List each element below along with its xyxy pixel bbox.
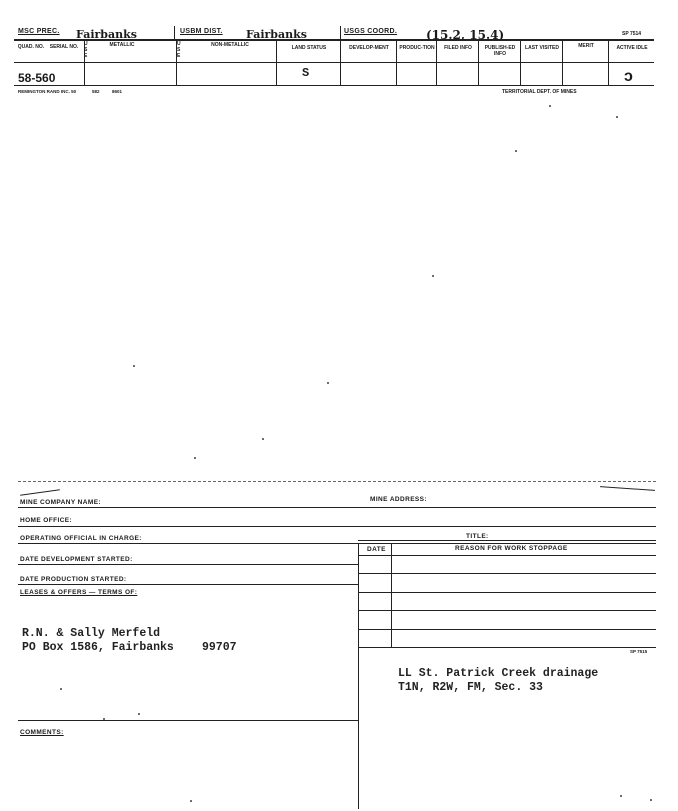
col-quad-no: QUAD. NO. xyxy=(17,44,45,50)
msc-prec-label: MSC PREC. xyxy=(18,28,60,35)
printer-code-1: 582 xyxy=(92,89,100,94)
col-use-1: U S E xyxy=(84,41,88,59)
owner-name: R.N. & Sally Merfeld xyxy=(22,627,161,640)
usbm-dist-label: USBM DIST. xyxy=(180,28,223,35)
location-line-2: T1N, R2W, FM, Sec. 33 xyxy=(398,681,543,694)
operating-official-label: OPERATING OFFICIAL IN CHARGE: xyxy=(20,535,142,542)
col-published-info: PUBLISH-ED INFO xyxy=(484,45,516,57)
printer-code-2: 8601 xyxy=(112,89,123,94)
header-card xyxy=(14,26,654,86)
row-active-idle-mark: ↄ xyxy=(624,68,633,85)
form-code-top: SP 7514 xyxy=(622,31,642,37)
title-label: TITLE: xyxy=(466,533,489,540)
col-land-status: LAND STATUS xyxy=(291,45,327,51)
printer-imprint: REMINGTON RAND INC. 50 xyxy=(18,89,77,94)
date-development-label: DATE DEVELOPMENT STARTED: xyxy=(20,556,133,563)
col-development: DEVELOP-MENT xyxy=(349,45,389,51)
comments-label: COMMENTS: xyxy=(20,729,64,736)
home-office-label: HOME OFFICE: xyxy=(20,517,73,524)
col-merit: MERIT xyxy=(578,43,594,49)
mine-company-name-label: MINE COMPANY NAME: xyxy=(20,499,101,506)
owner-address: PO Box 1586, Fairbanks xyxy=(22,641,174,654)
row-quad-serial: 58-560 xyxy=(18,71,56,85)
usbm-dist-value: Fairbanks xyxy=(246,28,307,41)
date-production-label: DATE PRODUCTION STARTED: xyxy=(20,576,127,583)
owner-zip: 99707 xyxy=(202,641,237,654)
col-last-visited: LAST VISITED xyxy=(525,45,559,51)
col-use-2: U S E xyxy=(177,41,181,59)
leases-label: LEASES & OFFERS — TERMS OF: xyxy=(20,589,138,596)
form-code-bottom: SP 7515 xyxy=(630,649,648,654)
col-non-metallic: NON-METALLIC xyxy=(211,42,249,48)
col-filed-info: FILED INFO xyxy=(444,45,472,51)
row-land-status: S xyxy=(302,66,310,80)
col-serial-no: SERIAL NO. xyxy=(49,44,79,50)
col-metallic: METALLIC xyxy=(109,42,135,48)
reason-col-header: REASON FOR WORK STOPPAGE xyxy=(455,545,568,552)
col-production: PRODUC-TION xyxy=(399,45,435,51)
territorial-dept: TERRITORIAL DEPT. OF MINES xyxy=(502,89,577,95)
mine-address-label: MINE ADDRESS: xyxy=(370,496,427,503)
date-col-header: DATE xyxy=(367,546,386,553)
usgs-coord-value: (15.2, 15.4) xyxy=(426,28,505,42)
location-line-1: LL St. Patrick Creek drainage xyxy=(398,667,599,680)
usgs-coord-label: USGS COORD. xyxy=(344,28,398,35)
col-active-idle: ACTIVE IDLE xyxy=(616,45,648,51)
msc-prec-value: Fairbanks xyxy=(76,28,137,41)
